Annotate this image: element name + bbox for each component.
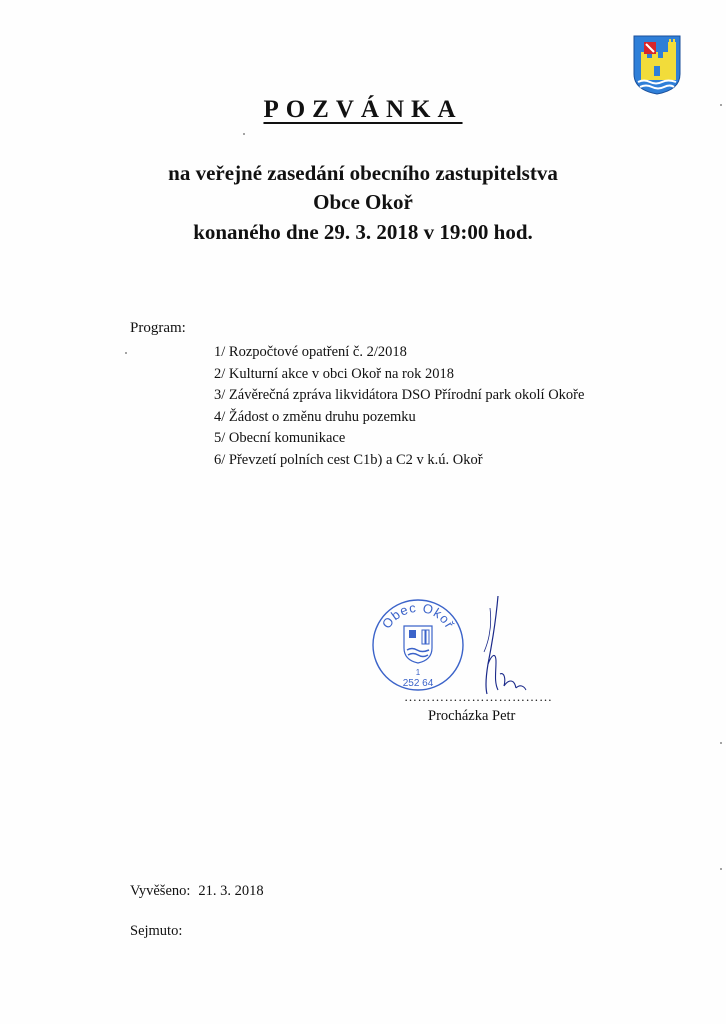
stamp-crest-icon bbox=[404, 626, 432, 663]
stamp-number: 1 bbox=[415, 668, 421, 677]
stamp-postcode: 252 64 bbox=[402, 678, 434, 689]
signature-line: …………………………… bbox=[404, 689, 553, 704]
program-item: 4/ Žádost o změnu druhu pozemku bbox=[214, 408, 416, 425]
posted-row bbox=[130, 883, 264, 900]
subtitle-line-3: konaného dne 29. 3. 2018 v 19:00 hod. bbox=[193, 220, 533, 244]
subtitle-line-1: na veřejné zasedání obecního zastupitelstva bbox=[168, 161, 558, 185]
program-item: 2/ Kulturní akce v obci Okoř na rok 2018 bbox=[214, 365, 455, 382]
scan-speck bbox=[720, 742, 722, 744]
scan-speck bbox=[720, 104, 722, 106]
scan-speck bbox=[720, 868, 722, 870]
program-item: 6/ Převzetí polních cest C1b) a C2 v k.ú. Okoř bbox=[214, 451, 483, 468]
scan-speck bbox=[243, 133, 245, 135]
subtitle-line-2: Obce Okoř bbox=[313, 190, 413, 214]
program-item: 5/ Obecní komunikace bbox=[214, 430, 346, 446]
program-list bbox=[214, 342, 584, 471]
title-text: POZVÁNKA bbox=[263, 96, 463, 123]
posted-date: 21. 3. 2018 bbox=[198, 883, 264, 899]
removed-label: Sejmuto: bbox=[130, 923, 183, 939]
posted-label: Vyvěšeno: bbox=[130, 883, 191, 899]
stamp-top-text: Obec Okoř bbox=[378, 599, 458, 632]
document-title bbox=[0, 96, 726, 124]
program-item: 1/ Rozpočtové opatření č. 2/2018 bbox=[214, 344, 407, 360]
municipal-coat-of-arms-icon bbox=[632, 34, 682, 96]
official-stamp bbox=[371, 598, 465, 692]
program-item: 3/ Závěrečná zpráva likvidátora DSO Přírodní park okolí Okoře bbox=[214, 387, 585, 403]
signer-name: Procházka Petr bbox=[428, 708, 516, 724]
program-label: Program: bbox=[130, 320, 186, 336]
scan-speck bbox=[125, 352, 127, 354]
svg-text:Obec Okoř bbox=[379, 600, 458, 631]
handwritten-signature bbox=[470, 594, 540, 702]
